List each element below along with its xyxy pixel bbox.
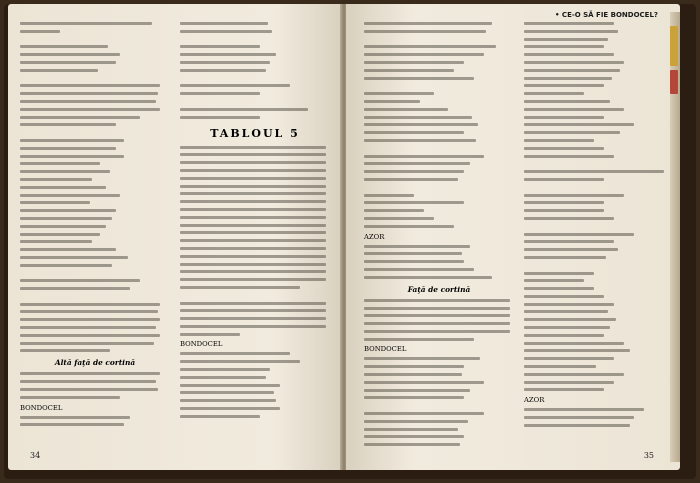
- right-speaker-azor-2: AZOR: [524, 396, 545, 405]
- right-column-1: [364, 22, 514, 451]
- page-left: [8, 4, 342, 470]
- left-speaker-bondocel-2: BONDOCEL: [180, 340, 223, 349]
- page-number-right: 35: [643, 451, 654, 460]
- page-number-left: 34: [30, 451, 41, 460]
- left-column-1: [20, 22, 170, 431]
- bookmark-tab-2: [670, 70, 678, 94]
- right-cortina-heading: Faţă de cortină: [407, 284, 471, 294]
- tablou-heading: TABLOUL 5: [210, 126, 300, 140]
- bookmark-tab-1: [670, 26, 678, 66]
- left-cortina-heading: Altă faţă de cortină: [54, 358, 136, 368]
- right-column-2: [524, 22, 674, 432]
- right-speaker-bondocel: BONDOCEL: [364, 345, 407, 354]
- left-speaker-bondocel: BONDOCEL: [20, 403, 63, 412]
- page-right: [346, 4, 680, 470]
- left-column-2: [180, 22, 330, 423]
- right-speaker-azor: AZOR: [364, 232, 385, 241]
- running-header: • CE-O SĂ FIE BONDOCEL?: [555, 11, 658, 19]
